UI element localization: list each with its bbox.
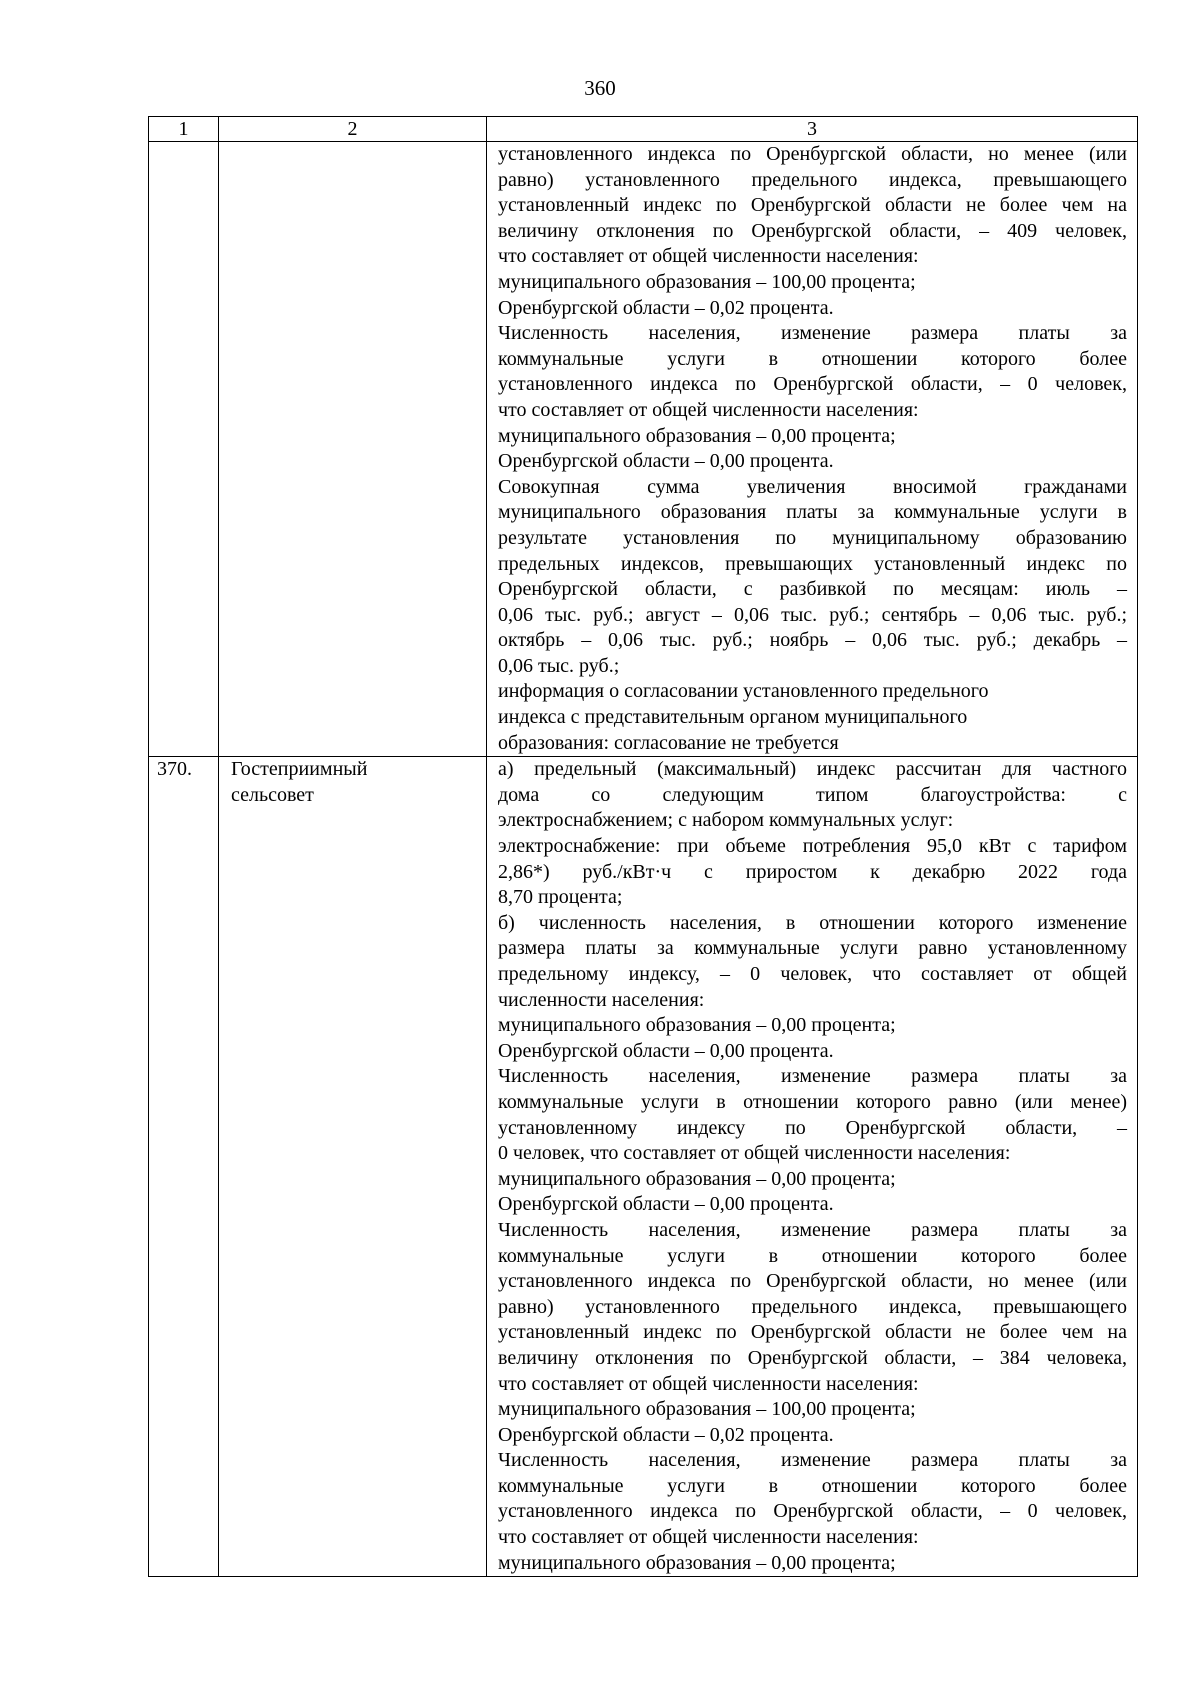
header-cell-3: 3 [487,117,1138,142]
text-line: дома со следующим типом благоустройства: с [498,783,1127,806]
text-line: размера платы за коммунальные услуги равно установленному [498,937,1127,960]
text-line: установленный индекс по Оренбургской области не более чем на [498,194,1127,217]
text-line: Оренбургской области, с разбивкой по месяцам: июль – [498,578,1127,601]
row-number [149,142,219,757]
text-line: муниципального образования – 0,00 процента; [498,1551,896,1574]
text-line: установленному индексу по Оренбургской области, – [498,1116,1127,1139]
text-line: установленного индекса по Оренбургской области, но менее (или [498,1270,1127,1293]
text-line: установленного индекса по Оренбургской области, – 0 человек, [498,1500,1127,1523]
text-line: Оренбургской области – 0,00 процента. [498,1193,834,1216]
text-line: установленный индекс по Оренбургской области не более чем на [498,1321,1127,1344]
text-line: муниципального образования – 0,00 процента; [498,1167,896,1190]
text-line: 2,86*) руб./кВт·ч с приростом к декабрю 2022 года [498,860,1127,883]
text-line: Численность населения, изменение размера платы за [498,1065,1127,1088]
text-line: что составляет от общей численности населения: [498,1372,919,1395]
text-line: установленного индекса по Оренбургской области, но менее (или [498,143,1127,165]
data-table [148,116,1138,1577]
page-number: 360 [584,76,616,100]
text-line: установленного индекса по Оренбургской области, – 0 человек, [498,373,1127,396]
text-line: равно) установленного предельного индекса, превышающего [498,1295,1127,1318]
text-line: численности населения: [498,988,705,1011]
text-line: информация о согласовании установленного предельного [498,680,989,703]
text-line: образования: согласование не требуется [498,731,839,754]
text-line: Оренбургской области – 0,02 процента. [498,296,834,319]
text-line: коммунальные услуги в отношении которого более [498,1474,1127,1497]
text-line: 0,06 тыс. руб.; август – 0,06 тыс. руб.; сентябрь – 0,06 тыс. руб.; [498,603,1127,626]
text-line: Численность населения, изменение размера платы за [498,1449,1127,1472]
text-line: Совокупная сумма увеличения вносимой гражданами [498,475,1127,498]
municipality-name [219,757,487,1577]
text-line: б) численность населения, в отношении которого изменение [498,911,1127,934]
text-line: Оренбургской области – 0,02 процента. [498,1423,834,1446]
text-line: Численность населения, изменение размера платы за [498,1218,1127,1241]
row-description [487,757,1138,1577]
text-line: 0 человек, что составляет от общей численности населения: [498,1142,1011,1165]
header-cell-2: 2 [219,117,487,142]
municipality-name-line: сельсовет [231,783,314,806]
text-line: 0,06 тыс. руб.; [498,654,620,677]
text-line: а) предельный (максимальный) индекс рассчитан для частного [498,758,1127,781]
text-line: Оренбургской области – 0,00 процента. [498,1039,834,1062]
text-line: электроснабжение: при объеме потребления 95,0 кВт с тарифом [498,835,1127,858]
text-line: что составляет от общей численности населения: [498,245,919,268]
text-line: коммунальные услуги в отношении которого более [498,347,1127,370]
text-line: индекса с представительным органом муниципального [498,706,968,729]
text-line: октябрь – 0,06 тыс. руб.; ноябрь – 0,06 тыс. руб.; декабрь – [498,629,1127,652]
row-number: 370. [149,757,219,1577]
table-row [149,757,1138,1577]
text-line: Оренбургской области – 0,00 процента. [498,450,834,473]
text-line: 8,70 процента; [498,886,623,909]
text-line: что составляет от общей численности населения: [498,1526,919,1549]
text-line: величину отклонения по Оренбургской области, – 384 человека, [498,1346,1127,1369]
text-line: электроснабжением; с набором коммунальных услуг: [498,809,954,832]
table-header-row [149,117,1138,142]
text-line: результате установления по муниципальному образованию [498,526,1127,549]
text-line: равно) установленного предельного индекса, превышающего [498,168,1127,191]
text-line: величину отклонения по Оренбургской области, – 409 человек, [498,219,1127,242]
text-line: коммунальные услуги в отношении которого равно (или менее) [498,1090,1127,1113]
row-description [487,142,1138,757]
municipality-name [219,142,487,757]
text-line: муниципального образования – 0,00 процента; [498,1014,896,1037]
text-line: что составляет от общей численности населения: [498,398,919,421]
text-line: Численность населения, изменение размера платы за [498,322,1127,345]
municipality-name-line: Гостеприимный [231,758,368,781]
text-line: муниципального образования – 0,00 процента; [498,424,896,447]
text-line: муниципального образования – 100,00 процента; [498,270,916,293]
table-row [149,142,1138,757]
text-line: муниципального образования платы за коммунальные услуги в [498,501,1127,524]
text-line: коммунальные услуги в отношении которого более [498,1244,1127,1267]
text-line: предельных индексов, превышающих установленный индекс по [498,552,1127,575]
text-line: муниципального образования – 100,00 процента; [498,1398,916,1421]
text-line: предельному индексу, – 0 человек, что составляет от общей [498,963,1127,985]
header-cell-1: 1 [149,117,219,142]
